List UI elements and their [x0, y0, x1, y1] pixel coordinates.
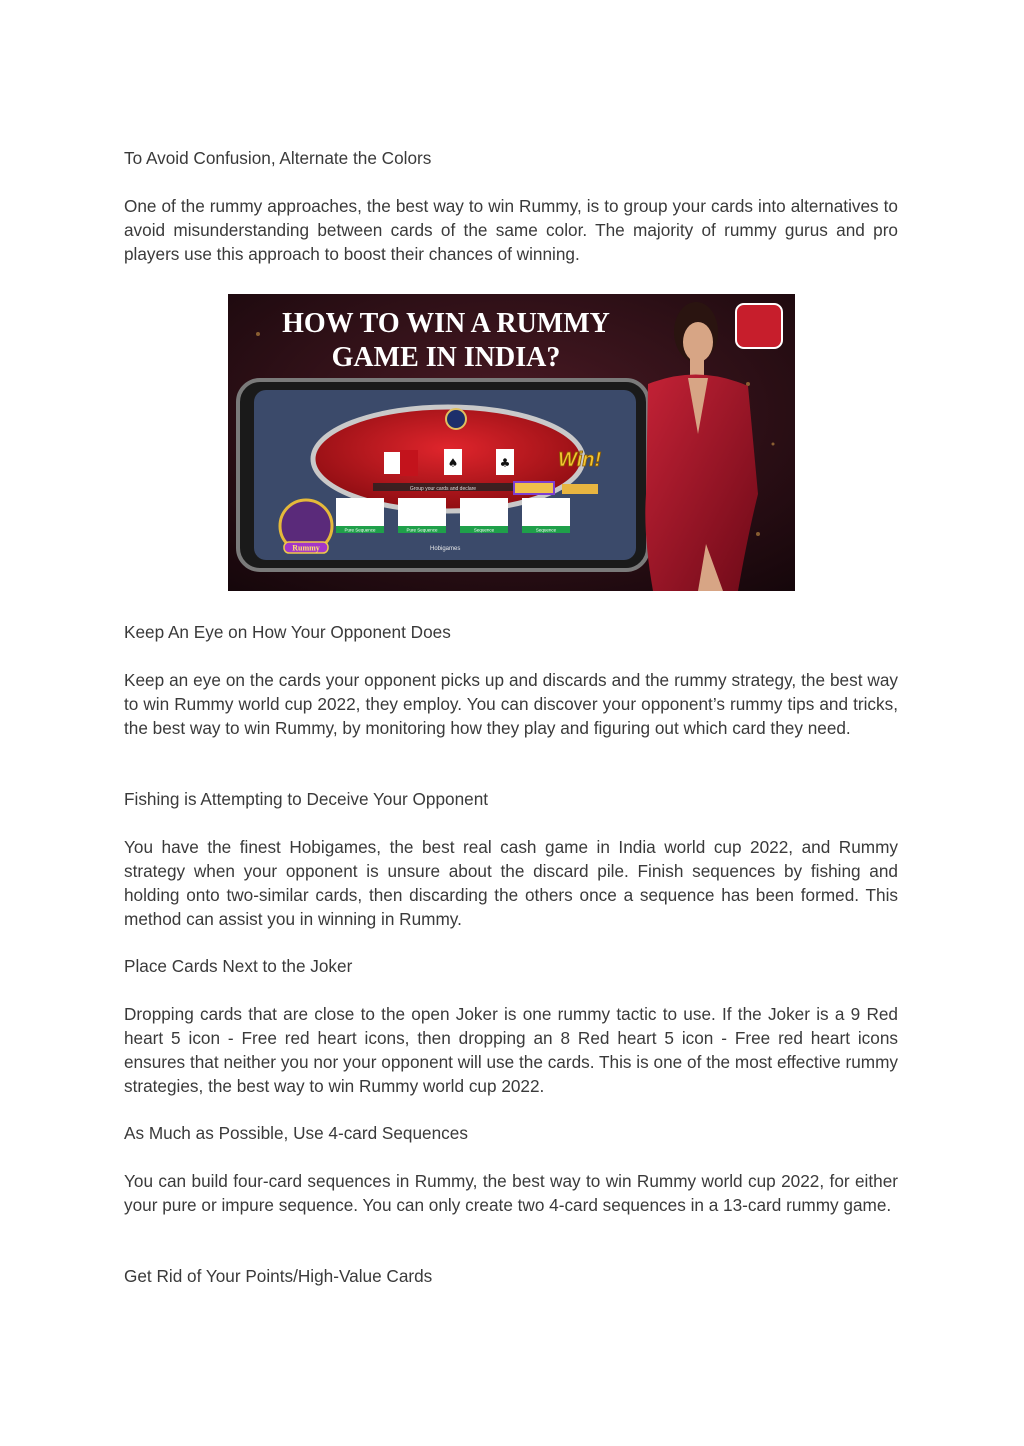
rummy-logo-text: Rummy — [292, 543, 320, 553]
win-badge: Win! — [558, 449, 602, 471]
hint-text: Group your cards and declare — [409, 486, 477, 492]
app-icon — [736, 304, 782, 348]
banner-title-line2: GAME IN INDIA? — [331, 342, 561, 373]
section-heading-opponent: Keep An Eye on How Your Opponent Does — [124, 622, 451, 642]
sort-button — [562, 484, 598, 494]
section-heading-fishing: Fishing is Attempting to Deceive Your Opponent — [124, 789, 489, 809]
group-label-4: Sequence — [535, 527, 557, 533]
group-label-2: Pure Sequence — [406, 527, 438, 533]
paragraph-opponent: Keep an eye on the cards your opponent picks up and discards and the rummy strategy, the best way to win Rummy world cup 2022, they employ. You can discover your opponent’s rummy tips and tricks, the best way to win Rummy, by monitoring how they play and figuring out which card they need. — [124, 670, 898, 738]
section-heading-high-value: Get Rid of Your Points/High-Value Cards — [124, 1266, 433, 1286]
group-label-1: Pure Sequence — [344, 527, 376, 533]
rummy-banner-image — [228, 294, 795, 591]
paragraph-alternate-colors: One of the rummy approaches, the best way to win Rummy, is to group your cards into alternatives to avoid misunderstanding between cards of the same color. The majority of rummy gurus and pro players use this approach to boost their chances of winning. — [124, 196, 898, 264]
paragraph-fishing: You have the finest Hobigames, the best real cash game in India world cup 2022, and Rummy strategy when your opponent is unsure about the discard pile. Finish sequences by fishing and holding onto two-similar cards, then discarding the others once a sequence has been formed. This method can assist you in winning in Rummy. — [124, 837, 898, 929]
svg-text:♣: ♣ — [499, 456, 511, 470]
paragraph-joker: Dropping cards that are close to the open Joker is one rummy tactic to use. If the Joker is a 9 Red heart 5 icon - Free red heart icons, then dropping an 8 Red heart 5 icon - Free red heart icons ensures that neither you nor your opponent will use the cards. This is one of the most effective rummy strategies, the best way to win Rummy world cup 2022. — [124, 1004, 898, 1096]
svg-text:♠: ♠ — [447, 456, 459, 470]
section-heading-joker: Place Cards Next to the Joker — [124, 956, 353, 976]
paragraph-sequences: You can build four-card sequences in Rummy, the best way to win Rummy world cup 2022, for either your pure or impure sequence. You can only create two 4-card sequences in a 13-card rummy game. — [124, 1171, 898, 1215]
player-name: Hobigames — [430, 546, 461, 552]
section-heading-alternate-colors: To Avoid Confusion, Alternate the Colors — [124, 148, 432, 168]
section-heading-sequences: As Much as Possible, Use 4-card Sequences — [124, 1123, 468, 1143]
banner-title-line1: HOW TO WIN A RUMMY — [282, 308, 610, 339]
declare-button — [514, 482, 554, 494]
group-label-3: Sequence — [473, 527, 495, 533]
player-avatar — [446, 409, 466, 429]
